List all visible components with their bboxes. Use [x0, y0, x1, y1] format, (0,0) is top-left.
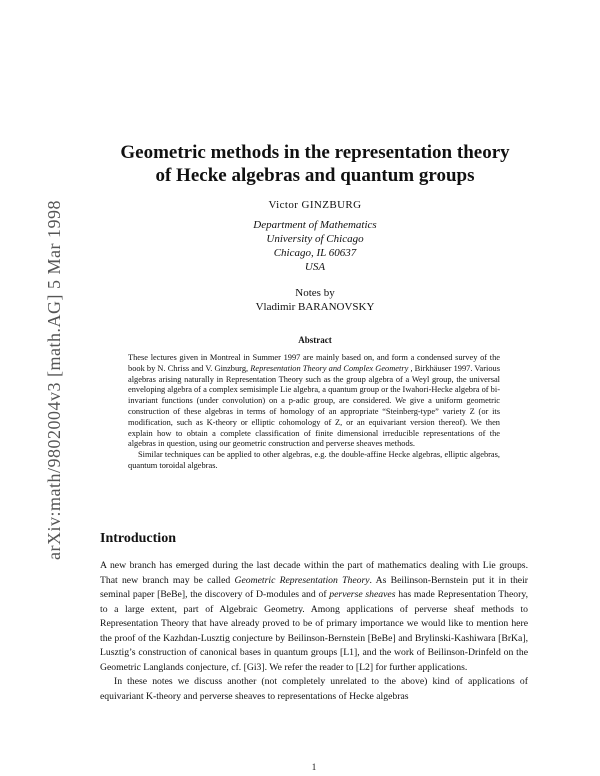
affiliation-department: Department of Mathematics: [253, 219, 377, 231]
paper-title-line-1: Geometric methods in the representation theory: [120, 142, 510, 163]
introduction-paragraph-1: A new branch has emerged during the last decade within the part of mathematics dealing with Lie groups. That new branch may be called Geometric Representation Theory. As Beilinson-Bernstein put it in their seminal paper [BeBe], the discovery of D-modules and of perverse sheaves has made Representation Theory, to a large extent, part of Algebraic Geometry. Among applications of perverse sheaf methods to Representation Theory that have already proved to be of primary importance we would like to mention here the proof of the Kazhdan-Lusztig conjecture by Beilinson-Bernstein [BeBe] and Brylinski-Kashiwara [BrKa], Lusztig’s construction of canonical bases in quantum groups [L1], and the work of Beilinson-Drinfeld on the Geometric Langlands conjecture, cf. [Gi3]. We refer the reader to [L2] for further applications.: [100, 560, 529, 673]
paper-title-line-2: of Hecke algebras and quantum groups: [155, 165, 475, 186]
abstract-heading: Abstract: [298, 335, 332, 345]
abstract-paragraph-2: Similar techniques can be applied to other algebras, e.g. the double-affine Hecke algebras, elliptic algebras, quantum toroidal algebras.: [128, 450, 500, 470]
notes-label: Notes by: [295, 287, 335, 299]
author-block: [92, 198, 538, 314]
arxiv-identifier[interactable]: arXiv:math/9802004v3 [math.AG] 5 Mar 1998: [44, 200, 64, 560]
paper-title: [92, 141, 538, 187]
affiliation-country: USA: [304, 261, 326, 273]
term-perverse-sheaves: perverse sheaves: [329, 589, 396, 600]
term-geometric-representation-theory: Geometric Representation Theory: [234, 574, 370, 586]
introduction-heading: Introduction: [100, 531, 176, 546]
author-name: Victor GINZBURG: [268, 199, 362, 211]
abstract-body: [128, 353, 500, 472]
arxiv-side-stamp: [44, 182, 64, 560]
notes-credit: [92, 286, 538, 314]
affiliation-university: University of Chicago: [266, 233, 364, 245]
affiliation-city: Chicago, IL 60637: [273, 247, 357, 259]
notes-author: Vladimir BARANOVSKY: [255, 301, 375, 313]
book-title: Representation Theory and Complex Geometry: [250, 363, 409, 373]
page-number: 1: [311, 762, 317, 772]
title-block: [92, 141, 538, 187]
abstract-paragraph-1: These lectures given in Montreal in Summer 1997 are mainly based on, and form a condensed survey of the book by N. Chriss and V. Ginzburg, Representation Theory and Complex Geometry , Birkhäuser 1997. Various algebras arising naturally in Representation Theory such as the group algebra of a Weyl group, the universal enveloping algebra of a complex semisimple Lie algebra, a quantum group or the Iwahori-Hecke algebra of bi-invariant functions (under convolution) on a p-adic group, are considered. We give a uniform geometric construction of these algebras in terms of homology of an appropriate “Steinberg-type” variety Z (or its modification, such as K-theory or elliptic cohomology of Z, or an equivariant version thereof). We then explain how to obtain a complete classification of finite dimensional irreducible representations of the algebras in question, using our geometric construction and perverse sheaves methods.: [128, 353, 500, 449]
introduction-body: [100, 559, 528, 704]
introduction-paragraph-2: In these notes we discuss another (not completely unrelated to the above) kind of applications of equivariant K-theory and perverse sheaves to representations of Hecke algebras: [100, 676, 528, 702]
